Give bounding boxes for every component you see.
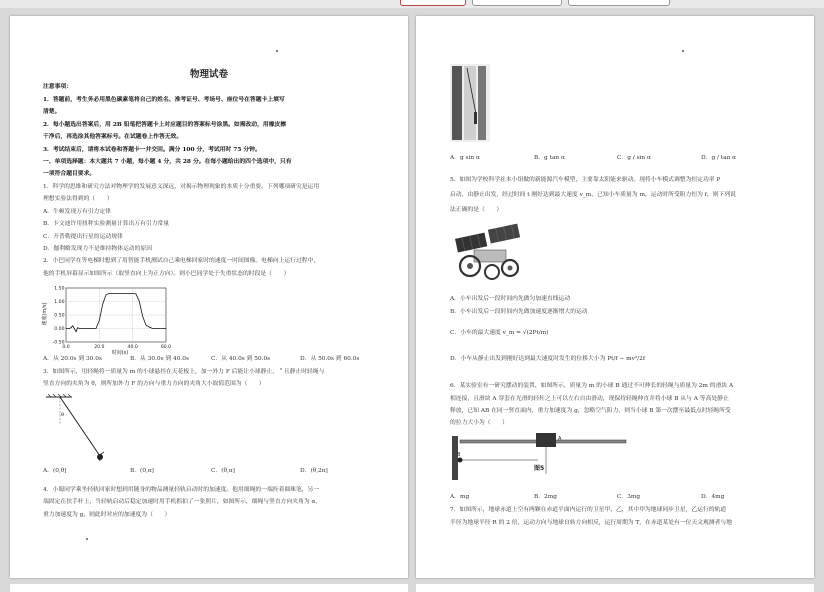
q3-option-a: A．(0,θ] xyxy=(43,468,67,474)
q1-stem: 理想实验法得到的（ ） xyxy=(43,196,113,202)
label-b: B xyxy=(457,452,461,458)
notice-line: 3．考试结束后，请将本试卷和答题卡一并交回。满分 100 分，考试用时 75 分钟。 xyxy=(43,147,261,153)
q5-stem: 法正确的是（ ） xyxy=(450,207,503,213)
pendulum-slider-figure xyxy=(450,430,630,482)
hanging-ball-figure xyxy=(42,394,112,466)
q7-stem: 半径为地球半径 R 的 2 倍，运动方向与地球自转方向相反，运行周期为 T，在赤道某处有一位天文观测者与地 xyxy=(450,520,732,526)
page-title: 物理试卷 xyxy=(189,69,228,80)
q2-option-b: B．从 30.0s 到 40.0s xyxy=(130,356,189,362)
theta-label: θ xyxy=(61,412,65,418)
q3-option-c: C．(θ,π] xyxy=(211,468,235,474)
q3-option-d: D．(θ,2π] xyxy=(300,468,328,474)
q3-stem: 竖直方向的夹角为 θ，则所加外力 F 的方向与重力方向的夹角大小取值范围为（ ） xyxy=(43,381,265,387)
q4-option-a: A．g sin α xyxy=(450,155,480,161)
chart-x-label: 时间(s) xyxy=(111,350,129,356)
page-mark xyxy=(276,50,278,52)
chart-x-tick: 20.0 xyxy=(94,345,105,350)
q1-option-b: B．卡文迪许用扭秤实验测量计算出万有引力常量 xyxy=(43,221,169,227)
page-2 xyxy=(416,16,814,578)
q2-option-a: A．从 20.0s 到 30.0s xyxy=(43,356,102,362)
q1-option-c: C．开普勒提出行星的运动规律 xyxy=(43,234,123,240)
toolbar-button[interactable] xyxy=(472,0,562,6)
q2-option-c: C．从 40.0s 到 50.0s xyxy=(211,356,271,362)
q5-stem: 5．如图为学校科学社本小组做的新能源汽车模型，主要靠太阳能来驱动。现将小车模式调整为恒定功率 P xyxy=(450,177,721,183)
q3-option-b: B．(0,π] xyxy=(130,468,154,474)
q1-stem: 1．科学的思维和研究方法对物理学的发展意义深远，对揭示物理现象的本质十分重要。下列哪项研究是运用 xyxy=(43,184,320,190)
rail-handle-photo xyxy=(450,64,490,142)
next-page-right xyxy=(416,584,814,592)
q4-stem: 重力加速度为 g，则此时对应的加速度为（ ） xyxy=(43,512,171,518)
notice-line: 清楚。 xyxy=(43,109,61,115)
chart-x-tick: 0.0 xyxy=(62,345,70,350)
q4-option-b: B．g tan α xyxy=(534,155,565,161)
q4-stem: 4．小蜀同学乘坐轻轨回家时想到用随身的物品测量轻轨启动时的加速度。他用细绳的一端拴着圆珠笔，另一 xyxy=(43,487,320,493)
figure-caption: 图5 xyxy=(534,465,545,472)
label-a: A xyxy=(558,436,562,442)
q5-stem: 启动，由静止出发，经过时间 t 刚好达到最大速度 v_m，已知小车质量为 m，运动时所受阻力恒为 f，则下列说 xyxy=(450,192,736,198)
notice-line: 2．每小题选出答案后，用 2B 铅笔把答题卡上对应题目的答案标号涂黑。如需改动，用橡皮擦 xyxy=(43,122,287,128)
viewer-toolbar xyxy=(0,0,824,8)
chart-y-tick: 1.00 xyxy=(54,300,65,306)
page-mark xyxy=(682,50,684,52)
q2-option-d: D．从 50.0s 到 60.0s xyxy=(300,356,360,362)
notice-head: 注意事项： xyxy=(43,84,72,90)
chart-y-tick: 1.50 xyxy=(54,286,65,292)
section-heading: 一、单项选择题：本大题共 7 小题，每小题 4 分，共 28 分。在每小题给出的四个选项中，只有 xyxy=(43,159,292,165)
q3-stem: 3．如图所示，用轻绳将一质量为 m 的小球悬挂在天花板上，加一外力 F 后能让小球静止，＂且静止时轻绳与 xyxy=(43,369,325,375)
chart-y-tick: 0.00 xyxy=(54,327,65,333)
q4-option-d: D．g / tan α xyxy=(701,155,737,161)
q6-stem: 释放，已知 AB 在同一竖直面内，重力加速度为 g，忽略空气阻力，则当小球 B 第一次摆至最低点时轻绳所受 xyxy=(450,408,731,414)
q6-stem: 的拉力大小为（ ） xyxy=(450,420,508,426)
q5-option-c: C．小车的最大速度 v_m = √(2Pt/m) xyxy=(450,330,549,336)
q6-option-b: B．2mg xyxy=(534,494,557,500)
q5-option-d: D．小车从静止出发到刚好达到最大速度时发生的位移大小为 Pt/f − mv²/2f xyxy=(450,356,645,362)
q6-stem: 6．某实验室有一研究摆动的装置，如图所示，质量为 m 的小球 B 通过不可伸长的轻绳与质量为 2m 的滑块 A xyxy=(450,383,734,389)
next-page-left xyxy=(10,584,408,592)
page-mark xyxy=(86,538,88,540)
section-heading: 一项符合题目要求。 xyxy=(43,171,96,177)
chart-y-label: 速度(m/s) xyxy=(42,302,48,326)
toolbar-button[interactable] xyxy=(400,0,466,6)
q4-option-c: C．g / sin α xyxy=(617,155,651,161)
q6-stem: 相连接，且滑块 A 穿套在光滑的轻杆之上可以左右自由滑动，现保持轻绳伸直并将小球 B 从与 A 等高处静止 xyxy=(450,396,729,402)
chart-x-tick: 60.0 xyxy=(160,345,172,350)
q2-stem: 2．小巴同学在等电梯时想到了用智能手机测试自己乘电梯回家时的速度一时间图像。电梯向上运行过程中， xyxy=(43,258,320,264)
q6-option-d: D．4mg xyxy=(701,494,725,500)
q1-option-a: A．牛顿发现万有引力定律 xyxy=(43,209,111,215)
velocity-time-chart xyxy=(40,284,170,356)
chart-series-line xyxy=(66,293,166,331)
chart-x-tick: 40.0 xyxy=(127,345,138,350)
q7-stem: 7．如图所示，地球赤道上空有两颗在赤道平面内运行的卫星甲、乙，其中甲为地球同步卫星，乙运行的轨道 xyxy=(450,507,727,513)
notice-line: 干净后，再选涂其他答案标号。在试题卷上作答无效。 xyxy=(43,134,183,140)
q4-stem: 端固定在扶手杆上，当轻轨启动后稳定加速时用手机抓拍了一张照片，如图所示，细绳与竖直方向夹角为 α， xyxy=(43,499,322,505)
chart-y-tick: -0.50 xyxy=(52,340,65,346)
q6-option-a: A．mg xyxy=(450,494,470,500)
chart-y-tick: 0.50 xyxy=(54,313,65,319)
q2-stem: 他的手机屏幕显示如图所示（取竖直向上为正方向）。则小巴同学处于失重状态的时段是（ ） xyxy=(43,271,290,277)
q5-option-b: B．小车出发后一段时间内先做加速度逐渐增大的运动 xyxy=(450,309,588,315)
toolbar-button[interactable] xyxy=(568,0,670,6)
notice-line: 1．答题前，考生务必用黑色碳素笔将自己的姓名、准考证号、考场号、座位号在答题卡上填写 xyxy=(43,97,285,103)
page-1 xyxy=(10,16,408,578)
q6-option-c: C．3mg xyxy=(617,494,641,500)
q1-option-d: D．伽利略发现力不是维持物体运动的原因 xyxy=(43,246,152,252)
q5-option-a: A．小车出发后一段时间内先做匀加速直线运动 xyxy=(450,296,571,302)
solar-car-figure xyxy=(448,220,528,282)
